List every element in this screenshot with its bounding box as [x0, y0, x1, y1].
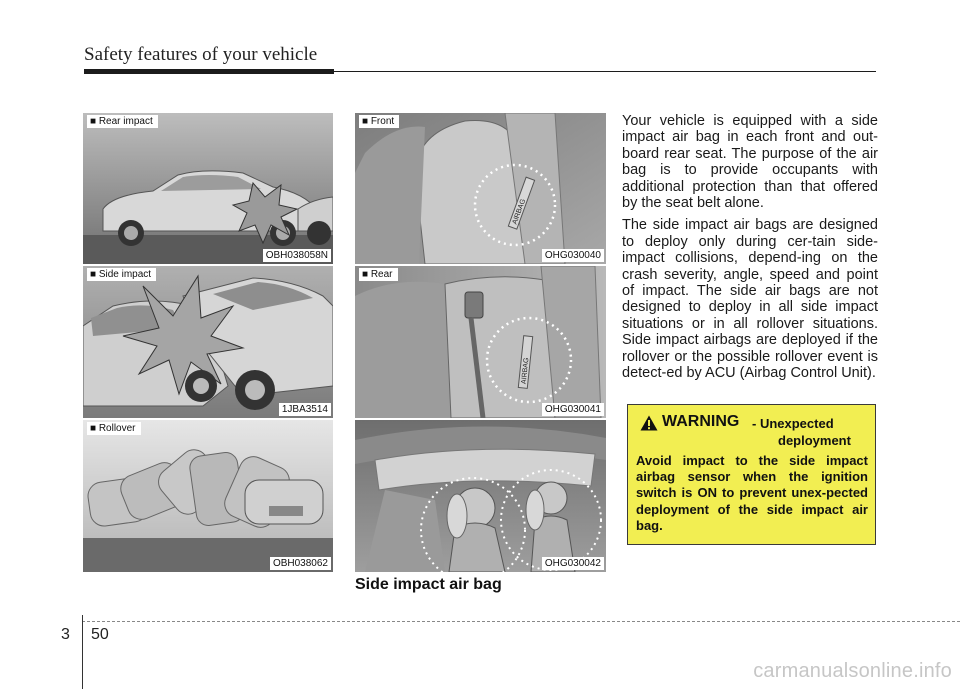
figure-code: OHG030040: [542, 249, 604, 262]
figure-caption: ■ Front: [359, 115, 399, 128]
figure-code: OBH038058N: [263, 249, 331, 262]
rear-seat-airbag-illustration: [355, 266, 606, 418]
section-title: Side impact air bag: [355, 576, 502, 593]
figure-caption: ■ Rollover: [87, 422, 141, 435]
curtain-airbag-illustration: [355, 420, 606, 572]
figure-curtain-airbag: [355, 420, 606, 572]
header-rule-thick: [84, 69, 334, 74]
warning-subtitle: - Unexpected: [752, 416, 834, 431]
warning-box: [627, 404, 876, 545]
warning-word: WARNING: [662, 413, 740, 430]
figure-rear-impact: [83, 113, 333, 264]
figure-caption: ■ Rear impact: [87, 115, 158, 128]
figure-rear-seat: [355, 266, 606, 418]
page-number: 50: [91, 626, 109, 643]
figure-code: 1JBA3514: [279, 403, 331, 416]
figure-caption: ■ Side impact: [87, 268, 156, 281]
header-rule-thin: [334, 71, 876, 72]
seat-airbag-tag: AIRBAG: [511, 198, 528, 226]
side-impact-illustration: [83, 266, 333, 418]
rear-impact-illustration: [83, 113, 333, 264]
front-seat-airbag-illustration: [355, 113, 606, 264]
rollover-illustration: [83, 420, 333, 572]
figure-code: OHG030042: [542, 557, 604, 570]
warning-text: Avoid impact to the side impact airbag sensor when the ignition switch is ON to prevent unex-pected deployment of the side impact air bag.: [636, 453, 868, 533]
body-paragraph-2: The side impact air bags are designed to deploy only during cer-tain side-impact collisions, depend-ing on the crash severity, angle, speed and point of impact. The side air bags are not designed to deploy in all side impact situations or in all rollover situations. Side impact airbags are deployed if the rollover or the possible rollover event is detect-ed by ACU (Airbag Control Unit).: [622, 217, 878, 382]
figure-side-impact: [83, 266, 333, 418]
figure-front-seat: [355, 113, 606, 264]
warning-subtitle-continued: deployment: [778, 433, 851, 448]
figure-rollover: [83, 420, 333, 572]
figure-code: OBH038062: [270, 557, 331, 570]
footer-vertical-rule: [82, 615, 83, 689]
page-header-title: Safety features of your vehicle: [84, 44, 318, 65]
warning-triangle-icon: [640, 415, 658, 431]
footer-dashed-rule: [82, 621, 960, 622]
body-text: [622, 113, 878, 388]
watermark: carmanualsonline.info: [753, 660, 952, 682]
figure-caption: ■ Rear: [359, 268, 398, 281]
body-paragraph-1: Your vehicle is equipped with a side impact air bag in each front and out-board rear seat. The purpose of the air bag is to provide occupants with additional protection than that offered by the seat belt alone.: [622, 113, 878, 212]
seat-airbag-tag: AIRBAG: [520, 357, 531, 385]
figure-code: OHG030041: [542, 403, 604, 416]
chapter-number: 3: [61, 626, 70, 643]
